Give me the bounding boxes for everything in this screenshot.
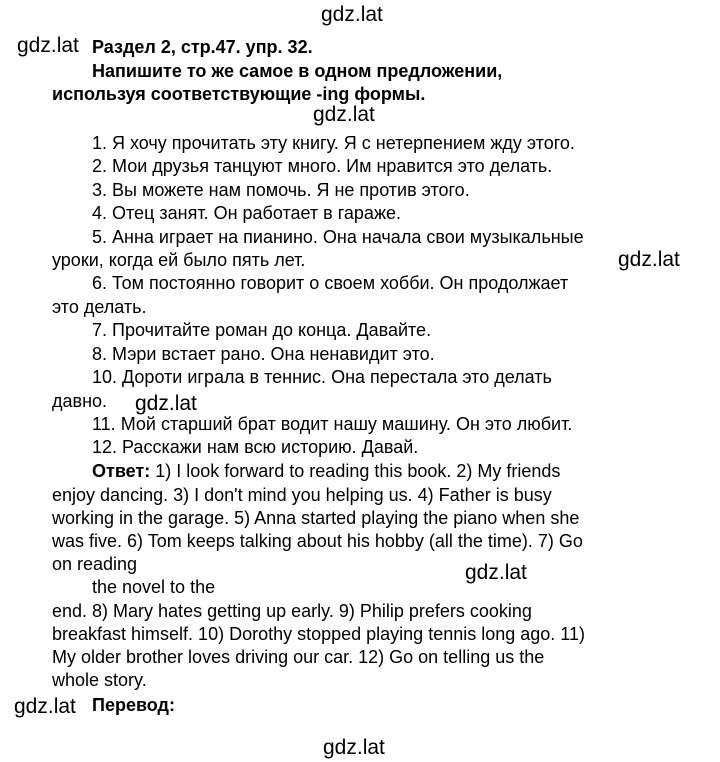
answer-line: working in the garage. 5) Anna started playing the piano when she [52, 508, 580, 528]
exercise-item: 2. Мои друзья танцуют много. Им нравится это делать. [92, 156, 553, 176]
exercise-item-continuation: давно. [52, 391, 108, 411]
exercise-item: 6. Том постоянно говорит о своем хобби. Он продолжает [92, 273, 569, 293]
watermark-under-header: gdz.lat [313, 103, 375, 126]
exercise-item-continuation: это делать. [52, 297, 147, 317]
answer-line: breakfast himself. 10) Dorothy stopped playing tennis long ago. 11) [52, 624, 585, 644]
instruction-line-1: Напишите то же самое в одном предложении, [92, 61, 503, 81]
watermark-answer: gdz.lat [465, 561, 527, 584]
exercise-item: 4. Отец занят. Он работает в гараже. [92, 203, 401, 223]
answer-line: whole story. [52, 670, 147, 690]
answer-line: My older brother loves driving our car. 12) Go on telling us the [52, 647, 545, 667]
exercise-item: 5. Анна играет на пианино. Она начала свои музыкальные [92, 227, 584, 247]
watermark-left-footer: gdz.lat [14, 695, 76, 718]
exercise-item: 7. Прочитайте роман до конца. Давайте. [92, 320, 432, 340]
answer-label: Ответ: [92, 461, 151, 481]
section-title: Раздел 2, стр.47. упр. 32. [92, 37, 313, 57]
exercise-item: 12. Расскажи нам всю историю. Давай. [92, 437, 419, 457]
answer-line: the novel to the [92, 577, 216, 597]
answer-line: on reading [52, 554, 138, 574]
answer-line: end. 8) Mary hates getting up early. 9) Philip prefers cooking [52, 601, 532, 621]
answer-text: 1) I look forward to reading this book. 2) My friends [150, 461, 561, 481]
watermark-left-header: gdz.lat [17, 34, 79, 57]
answer-line: enjoy dancing. 3) I don't mind you helping us. 4) Father is busy [52, 485, 552, 505]
translation-label: Перевод: [92, 695, 175, 715]
exercise-item: 10. Дороти играла в теннис. Она перестала это делать [92, 367, 552, 387]
watermark-inline: gdz.lat [135, 392, 197, 415]
watermark-top: gdz.lat [321, 3, 383, 26]
answer-line: was five. 6) Tom keeps talking about his hobby (all the time). 7) Go [52, 531, 583, 551]
watermark-right-mid: gdz.lat [618, 248, 680, 271]
exercise-item-continuation: уроки, когда ей было пять лет. [52, 250, 306, 270]
instruction-line-2: используя соответствующие -ing формы. [52, 84, 426, 104]
exercise-item: 11. Мой старший брат водит нашу машину. Он это любит. [92, 414, 573, 434]
watermark-bottom: gdz.lat [323, 736, 385, 759]
answer-first-line [92, 460, 560, 483]
exercise-item: 8. Мэри встает рано. Она ненавидит это. [92, 344, 435, 364]
exercise-item: 3. Вы можете нам помочь. Я не против этого. [92, 180, 470, 200]
exercise-item: 1. Я хочу прочитать эту книгу. Я с нетерпением жду этого. [92, 133, 575, 153]
